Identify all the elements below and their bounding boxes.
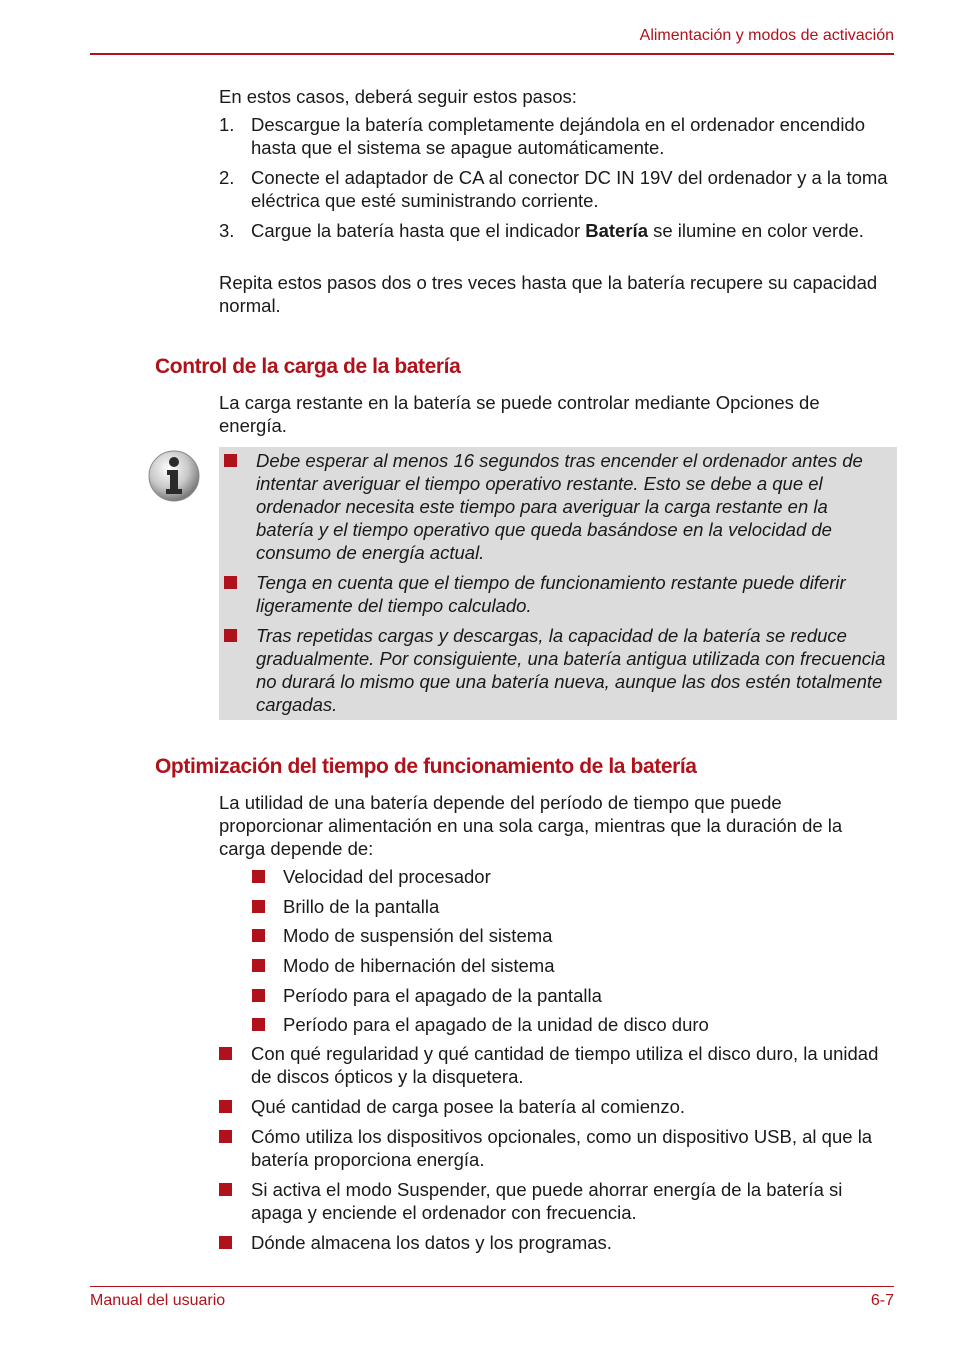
header-rule [90,53,894,55]
steps-list [219,113,889,249]
square-bullet-icon [252,959,265,972]
square-bullet-icon [224,576,237,589]
footer-manual-title: Manual del usuario [90,1292,226,1309]
list-item: Dónde almacena los datos y los programas. [219,1231,889,1254]
square-bullet-icon [219,1100,232,1113]
square-bullet-icon [224,454,237,467]
repeat-text: Repita estos pasos dos o tres veces hasta que la batería recupere su capacidad normal. [219,272,878,316]
square-bullet-icon [224,629,237,642]
note-list [224,449,889,723]
list-item: Si activa el modo Suspender, que puede ahorrar energía de la batería si apaga y enciende el ordenador con frecuencia. [219,1178,889,1224]
square-bullet-icon [252,900,265,913]
list-item: Período para el apagado de la pantalla [252,984,892,1014]
list-item: Brillo de la pantalla [252,895,892,925]
footer-rule [90,1286,894,1287]
running-header: Alimentación y modos de activación [639,27,894,44]
step-item: 3. Cargue la batería hasta que el indicador Batería se ilumine en color verde. [219,220,864,241]
square-bullet-icon [219,1130,232,1143]
section1-body: La carga restante en la batería se puede controlar mediante Opciones de energía. [219,392,820,436]
square-bullet-icon [252,929,265,942]
factor-list [219,1042,889,1261]
step-item: 2. Conecte el adaptador de CA al conector DC IN 19V del ordenador y a la toma eléctrica que esté suministrando corriente. [219,167,888,211]
list-item: Con qué regularidad y qué cantidad de tiempo utiliza el disco duro, la unidad de discos ópticos y la disquetera. [219,1042,889,1088]
section-heading-battery-optimization: Optimización del tiempo de funcionamiento de la batería [155,755,697,778]
step-item: 1. Descargue la batería completamente dejándola en el ordenador encendido hasta que el sistema se apague automáticamente. [219,114,866,158]
list-item: Qué cantidad de carga posee la batería al comienzo. [219,1095,889,1118]
square-bullet-icon [252,989,265,1002]
list-item: Velocidad del procesador [252,865,892,895]
section-heading-battery-charge: Control de la carga de la batería [155,355,461,378]
intro-text: En estos casos, deberá seguir estos pasos: [219,86,577,107]
list-item: Modo de hibernación del sistema [252,954,892,984]
sub-factor-list [252,865,892,1043]
note-item: Tenga en cuenta que el tiempo de funcionamiento restante puede diferir ligeramente del tiempo calculado. [224,571,889,617]
square-bullet-icon [219,1236,232,1249]
square-bullet-icon [219,1183,232,1196]
square-bullet-icon [252,1018,265,1031]
list-item: Modo de suspensión del sistema [252,924,892,954]
square-bullet-icon [219,1047,232,1060]
info-icon [147,449,201,503]
page-number: 6-7 [870,1292,894,1309]
note-item: Debe esperar al menos 16 segundos tras encender el ordenador antes de intentar averiguar el tiempo operativo restante. Esto se debe a que el ordenador necesita este tiempo para averiguar la carga restante en la batería y el tiempo operativo que queda basándose en la velocidad de consumo de energía actual. [224,449,889,564]
section2-body: La utilidad de una batería depende del período de tiempo que puede proporcionar alimentación en una sola carga, mientras que la duración de la carga depende de: [219,792,843,859]
note-item: Tras repetidas cargas y descargas, la capacidad de la batería se reduce gradualmente. Por consiguiente, una batería antigua utilizada con frecuencia no durará lo mismo que una batería nueva, aunque las dos estén totalmente cargadas. [224,624,889,716]
list-item: Cómo utiliza los dispositivos opcionales, como un dispositivo USB, al que la batería proporciona energía. [219,1125,889,1171]
square-bullet-icon [252,870,265,883]
list-item: Período para el apagado de la unidad de disco duro [252,1013,892,1043]
